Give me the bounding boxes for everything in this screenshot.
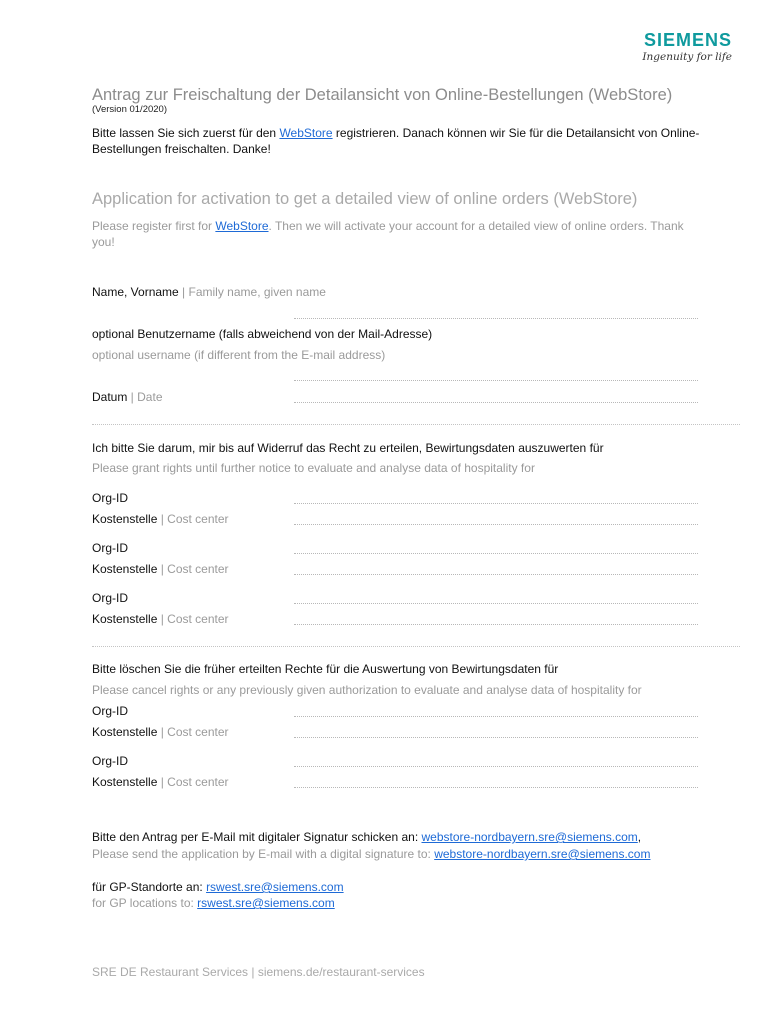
intro-english bbox=[92, 218, 692, 250]
intro-german-text: Bitte lassen Sie sich zuerst für den bbox=[92, 126, 280, 140]
gp-instructions-de bbox=[92, 880, 344, 894]
cost-label-de: Kostenstelle bbox=[92, 725, 158, 739]
cost-label-en: Cost center bbox=[167, 725, 229, 739]
cost-label-en: Cost center bbox=[167, 612, 229, 626]
cost-label-en: Cost center bbox=[167, 775, 229, 789]
logo-tagline: Ingenuity for life bbox=[642, 51, 732, 63]
cancel-heading-de: Bitte löschen Sie die früher erteilten Rechte für die Auswertung von Bewirtungsdaten für bbox=[92, 662, 559, 676]
cancel-cost-center-label-1 bbox=[92, 725, 229, 739]
gp-text-de: für GP-Standorte an: bbox=[92, 880, 207, 894]
intro-german-text-after: registrieren. Danach können wir Sie für die Detailansicht von Online-Bestellungen freischalten. Danke! bbox=[92, 126, 700, 156]
footer: SRE DE Restaurant Services | siemens.de/restaurant-services bbox=[92, 965, 425, 979]
grant-cost-center-input-1[interactable] bbox=[294, 524, 698, 525]
label-separator: | bbox=[157, 512, 168, 526]
username-input-line[interactable] bbox=[294, 380, 698, 381]
name-label-de: Name, Vorname bbox=[92, 285, 179, 299]
label-separator: | bbox=[178, 285, 189, 299]
cost-label-de: Kostenstelle bbox=[92, 562, 158, 576]
cancel-cost-center-label-2 bbox=[92, 775, 229, 789]
email-link-webstore-en[interactable]: webstore-nordbayern.sre@siemens.com bbox=[434, 847, 651, 861]
title-english: Application for activation to get a detailed view of online orders (WebStore) bbox=[92, 190, 638, 208]
date-input-line[interactable] bbox=[294, 402, 698, 403]
cancel-org-id-input-2[interactable] bbox=[294, 766, 698, 767]
send-text-de: Bitte den Antrag per E-Mail mit digitaler Signatur schicken an: bbox=[92, 830, 422, 844]
grant-heading-de: Ich bitte Sie darum, mir bis auf Widerruf das Recht zu erteilen, Bewirtungsdaten auszuwerten für bbox=[92, 441, 604, 455]
name-label bbox=[92, 285, 326, 299]
gp-text-en: for GP locations to: bbox=[92, 896, 198, 910]
logo-wordmark: SIEMENS bbox=[643, 30, 732, 50]
cost-label-de: Kostenstelle bbox=[92, 612, 158, 626]
name-label-en: Family name, given name bbox=[188, 285, 326, 299]
label-separator: | bbox=[157, 775, 168, 789]
webstore-link-en[interactable]: WebStore bbox=[215, 219, 269, 233]
date-label-en: Date bbox=[137, 390, 163, 404]
send-instructions-en bbox=[92, 847, 650, 861]
label-separator: | bbox=[127, 390, 138, 404]
send-text-en: Please send the application by E-mail with a digital signature to: bbox=[92, 847, 435, 861]
cancel-cost-center-input-1[interactable] bbox=[294, 737, 698, 738]
cost-label-en: Cost center bbox=[167, 512, 229, 526]
title-german: Antrag zur Freischaltung der Detailansicht von Online-Bestellungen (WebStore) bbox=[92, 86, 673, 104]
name-input-line[interactable] bbox=[294, 318, 698, 319]
cancel-org-id-label-2: Org-ID bbox=[92, 754, 128, 768]
grant-org-id-label-1: Org-ID bbox=[92, 491, 128, 505]
grant-cost-center-label-2 bbox=[92, 562, 229, 576]
section-divider bbox=[92, 646, 740, 647]
send-instructions-de bbox=[92, 830, 641, 844]
email-link-webstore-de[interactable]: webstore-nordbayern.sre@siemens.com bbox=[421, 830, 638, 844]
cost-label-en: Cost center bbox=[167, 562, 229, 576]
section-divider bbox=[92, 424, 740, 425]
webstore-link-de[interactable]: WebStore bbox=[279, 126, 333, 140]
cancel-cost-center-input-2[interactable] bbox=[294, 787, 698, 788]
date-label bbox=[92, 390, 163, 404]
cost-label-de: Kostenstelle bbox=[92, 775, 158, 789]
grant-cost-center-label-1 bbox=[92, 512, 229, 526]
gp-instructions-en bbox=[92, 896, 335, 910]
grant-heading-en: Please grant rights until further notice to evaluate and analyse data of hospitality for bbox=[92, 461, 535, 475]
cancel-org-id-input-1[interactable] bbox=[294, 716, 698, 717]
grant-cost-center-input-2[interactable] bbox=[294, 574, 698, 575]
intro-english-text: Please register first for bbox=[92, 219, 216, 233]
cancel-org-id-label-1: Org-ID bbox=[92, 704, 128, 718]
grant-org-id-input-2[interactable] bbox=[294, 553, 698, 554]
username-label-de: optional Benutzername (falls abweichend von der Mail-Adresse) bbox=[92, 327, 433, 341]
version-label: (Version 01/2020) bbox=[92, 104, 167, 115]
intro-english-text-after: . Then we will activate your account for a detailed view of online orders. Thank you! bbox=[92, 219, 684, 249]
grant-org-id-input-3[interactable] bbox=[294, 603, 698, 604]
label-separator: | bbox=[157, 612, 168, 626]
cancel-heading-en: Please cancel rights or any previously given authorization to evaluate and analyse data of hospitality for bbox=[92, 683, 642, 697]
email-link-rswest-de[interactable]: rswest.sre@siemens.com bbox=[206, 880, 344, 894]
grant-org-id-label-3: Org-ID bbox=[92, 591, 128, 605]
date-label-de: Datum bbox=[92, 390, 128, 404]
grant-org-id-input-1[interactable] bbox=[294, 503, 698, 504]
intro-german bbox=[92, 125, 712, 157]
siemens-logo bbox=[642, 30, 732, 63]
username-label-en: optional username (if different from the E-mail address) bbox=[92, 348, 386, 362]
email-link-rswest-en[interactable]: rswest.sre@siemens.com bbox=[197, 896, 335, 910]
label-separator: | bbox=[157, 562, 168, 576]
cost-label-de: Kostenstelle bbox=[92, 512, 158, 526]
label-separator: | bbox=[157, 725, 168, 739]
grant-cost-center-label-3 bbox=[92, 612, 229, 626]
grant-org-id-label-2: Org-ID bbox=[92, 541, 128, 555]
grant-cost-center-input-3[interactable] bbox=[294, 624, 698, 625]
send-trailing-comma: , bbox=[637, 830, 642, 844]
